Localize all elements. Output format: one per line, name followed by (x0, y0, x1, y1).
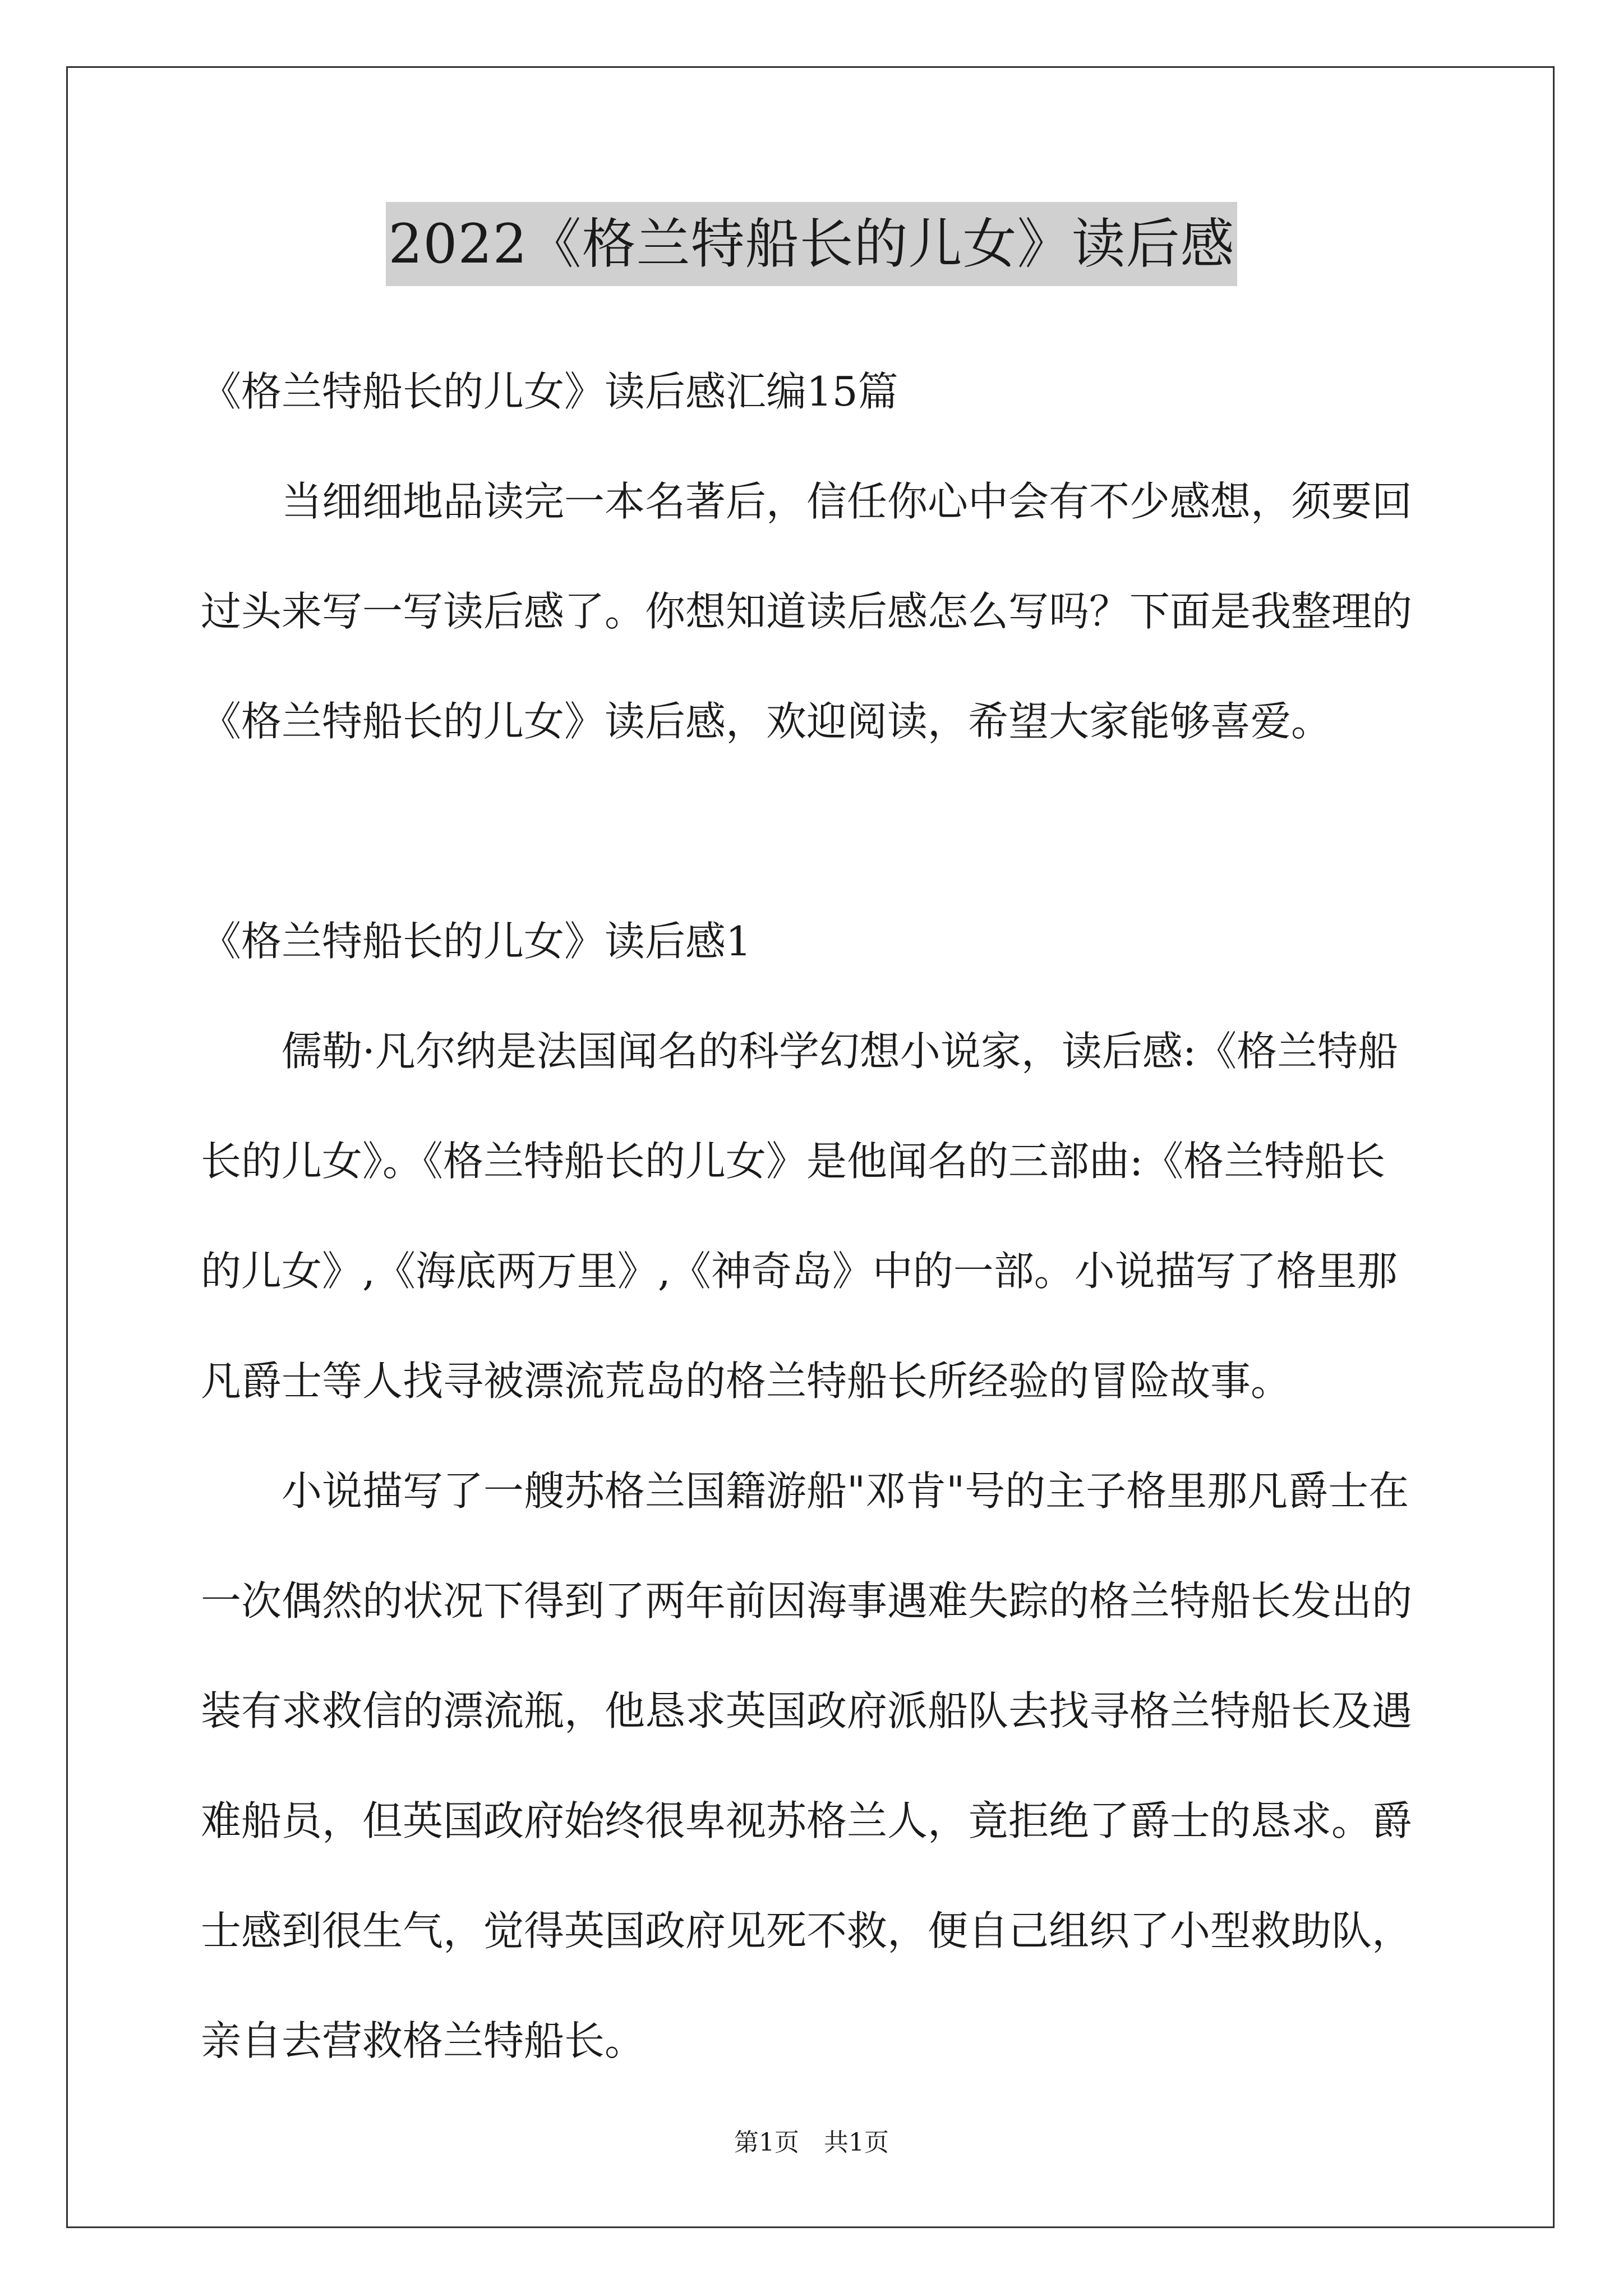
body-paragraph-2: 小说描写了一艘苏格兰国籍游船"邓肯"号的主子格里那凡爵士在一次偶然的状况下得到了两年前因海事遇难失踪的格兰特船长发出的装有求救信的漂流瓶，他恳求英国政府派船队去找寻格兰特船长及遇难船员，但英国政府始终很卑视苏格兰人，竟拒绝了爵士的恳求。爵士感到很生气，觉得英国政府见死不救，便自己组织了小型救助队，亲自去营救格兰特船长。 (201, 1467, 1413, 2064)
document-title: 2022《格兰特船长的儿女》读后感 (386, 202, 1237, 286)
page-footer: 第1页 共1页 (734, 2128, 889, 2157)
title-wrap (0, 202, 1623, 286)
intro-paragraph: 当细细地品读完一本名著后，信任你心中会有不少感想，须要回过头来写一写读后感了。你想知道读后感怎么写吗？下面是我整理的《格兰特船长的儿女》读后感，欢迎阅读，希望大家能够喜爱。 (201, 478, 1413, 745)
body-paragraph-1: 儒勒·凡尔纳是法国闻名的科学幻想小说家，读后感:《格兰特船长的儿女》。《格兰特船长的儿女》是他闻名的三部曲:《格兰特船长的儿女》,《海底两万里》,《神奇岛》中的一部。小说描写了格里那凡爵士等人找寻被漂流荒岛的格兰特船长所经验的冒险故事。 (201, 1028, 1399, 1405)
document-body (201, 337, 1423, 2096)
document-subtitle: 《格兰特船长的儿女》读后感汇编15篇 (201, 368, 898, 415)
section-heading: 《格兰特船长的儿女》读后感1 (201, 918, 751, 965)
section-gap (201, 776, 1423, 886)
